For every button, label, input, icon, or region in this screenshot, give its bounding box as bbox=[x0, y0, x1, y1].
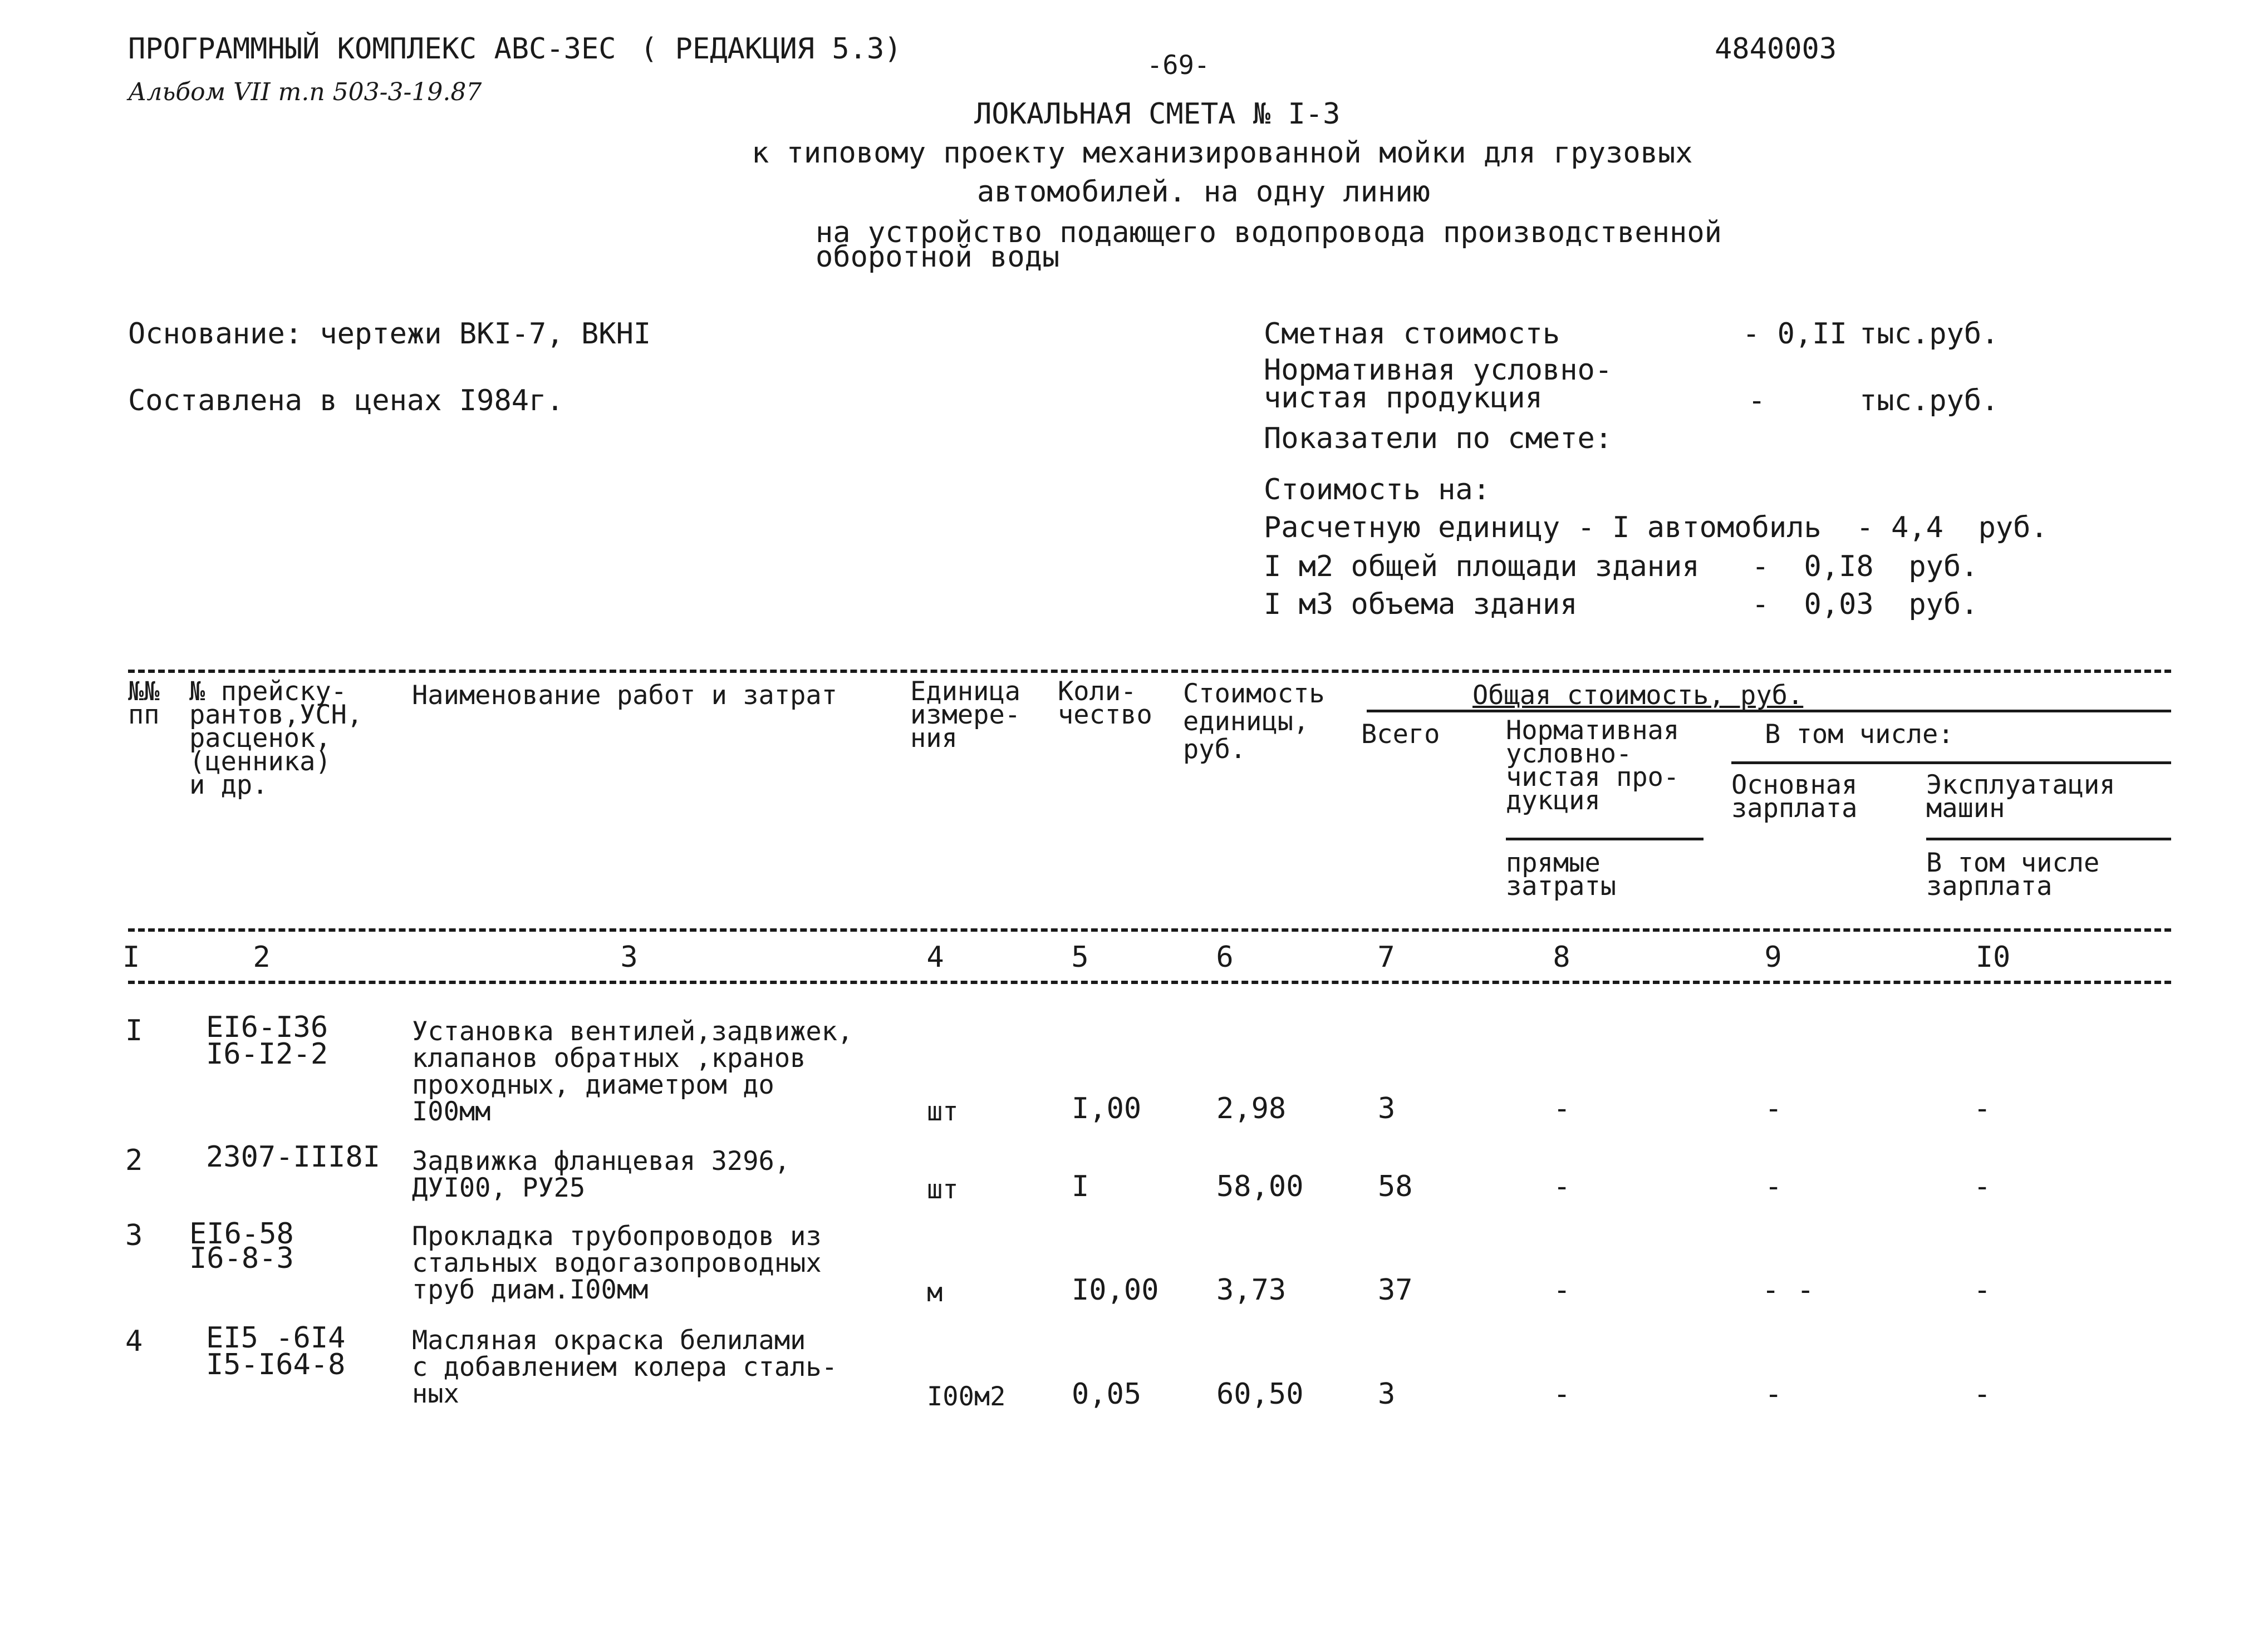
column-number: I0 bbox=[1975, 941, 2011, 974]
row-work-name: Установка вентилей,задвижек, клапанов обратных ,кранов проходных, диаметром до I00мм bbox=[412, 1016, 853, 1127]
column-number: 2 bbox=[253, 941, 271, 974]
row-machine-operation: - bbox=[1974, 1378, 1991, 1411]
basis-prices: Составлена в ценах I984г. bbox=[128, 384, 564, 417]
row-unit-price: 2,98 bbox=[1216, 1092, 1287, 1125]
col-header-base-salary: Основная зарплата bbox=[1731, 770, 1858, 824]
row-quantity: 0,05 bbox=[1072, 1378, 1142, 1411]
row-machine-operation: - bbox=[1974, 1170, 1991, 1203]
normative-product-label: Нормативная условно- чистая продукция bbox=[1264, 353, 1613, 415]
row-quantity: I,00 bbox=[1072, 1092, 1142, 1125]
row-unit: шт bbox=[927, 1096, 959, 1127]
row-code: EI6-58 I6-8-3 bbox=[189, 1217, 294, 1275]
estimated-cost-unit: тыс.руб. bbox=[1859, 317, 1999, 351]
title-line-4: на устройство подающего водопровода производственной bbox=[816, 216, 1722, 249]
cost-per-label: Стоимость на: bbox=[1264, 473, 1490, 506]
row-normative: - bbox=[1553, 1092, 1571, 1125]
estimate-title: ЛОКАЛЬНАЯ СМЕТА № I-3 bbox=[974, 97, 1341, 131]
col-header-direct-costs: прямые затраты bbox=[1506, 848, 1617, 902]
row-quantity: I0,00 bbox=[1072, 1273, 1159, 1307]
column-number: 6 bbox=[1216, 941, 1234, 974]
cost-per-m3: I м3 объема здания - 0,03 руб. bbox=[1264, 588, 1979, 621]
edition: ( РЕДАКЦИЯ 5.3) bbox=[640, 32, 902, 66]
row-normative: - bbox=[1553, 1273, 1571, 1307]
column-number: 5 bbox=[1071, 941, 1089, 974]
row-number: 2 bbox=[125, 1144, 143, 1177]
cost-per-vehicle: Расчетную единицу - I автомобиль - 4,4 руб. bbox=[1264, 511, 2048, 544]
row-base-salary: - bbox=[1765, 1170, 1783, 1203]
row-code: EI6-I36 I6-I2-2 bbox=[206, 1011, 328, 1071]
row-unit: I00м2 bbox=[927, 1381, 1006, 1412]
row-number: I bbox=[125, 1014, 143, 1047]
document-id: 4840003 bbox=[1715, 32, 1837, 66]
row-code: 2307-III8I bbox=[206, 1140, 381, 1174]
row-total: 3 bbox=[1378, 1092, 1396, 1125]
title-line-2: к типовому проекту механизированной мойки для грузовых bbox=[752, 136, 1693, 170]
row-number: 4 bbox=[125, 1325, 143, 1358]
col-header-work-name: Наименование работ и затрат bbox=[412, 680, 838, 711]
title-line-3: автомобилей. на одну линию bbox=[977, 175, 1430, 209]
row-unit: шт bbox=[927, 1174, 959, 1205]
col-header-pricelist: № прейску- рантов,УСН, расценок, (ценника) и др. bbox=[189, 676, 363, 800]
column-number: 7 bbox=[1377, 941, 1395, 974]
estimated-cost-label: Сметная стоимость bbox=[1264, 317, 1560, 351]
col-header-unit-cost: Стоимость единицы, руб. bbox=[1183, 678, 1325, 765]
column-number: 3 bbox=[620, 941, 638, 974]
column-number: I bbox=[122, 941, 140, 974]
cost-per-m2: I м2 общей площади здания - 0,I8 руб. bbox=[1264, 550, 1979, 583]
row-quantity: I bbox=[1072, 1170, 1089, 1203]
row-unit-price: 3,73 bbox=[1216, 1273, 1287, 1307]
title-line-5: оборотной воды bbox=[816, 240, 1060, 274]
program-name: ПРОГРАММНЫЙ КОМПЛЕКС АВС-ЗЕС bbox=[128, 32, 616, 66]
col-header-number: №№ пп bbox=[128, 676, 160, 730]
col-header-quantity: Коли- чество bbox=[1058, 676, 1152, 730]
col8-sub-rule bbox=[1506, 838, 1704, 840]
column-number: 8 bbox=[1553, 941, 1570, 974]
col-header-normative: Нормативная условно- чистая про- дукция bbox=[1506, 715, 1680, 816]
row-number: 3 bbox=[125, 1219, 143, 1252]
row-normative: - bbox=[1553, 1170, 1571, 1203]
header-bottom-rule bbox=[128, 928, 2171, 932]
col-header-incl-salary: В том числе зарплата bbox=[1926, 848, 2100, 902]
indicators-label: Показатели по смете: bbox=[1264, 422, 1613, 455]
row-unit-price: 58,00 bbox=[1216, 1170, 1304, 1203]
table-top-rule bbox=[128, 670, 2171, 673]
row-unit-price: 60,50 bbox=[1216, 1378, 1304, 1411]
row-work-name: Масляная окраска белилами с добавлением колера сталь- ных bbox=[412, 1325, 838, 1409]
row-base-salary: - - bbox=[1762, 1273, 1814, 1307]
page-number: -69- bbox=[1147, 50, 1210, 81]
row-unit: м bbox=[927, 1277, 943, 1308]
row-normative: - bbox=[1553, 1378, 1571, 1411]
row-total: 58 bbox=[1378, 1170, 1413, 1203]
column-number: 4 bbox=[926, 941, 944, 974]
col-header-total-group: Общая стоимость, руб. bbox=[1472, 680, 1804, 711]
row-base-salary: - bbox=[1765, 1092, 1783, 1125]
row-work-name: Прокладка трубопроводов из стальных водогазопроводных труб диам.I00мм bbox=[412, 1221, 822, 1305]
row-base-salary: - bbox=[1765, 1378, 1783, 1411]
estimated-cost-value: - 0,II bbox=[1742, 317, 1847, 351]
row-total: 3 bbox=[1378, 1378, 1396, 1411]
col10-sub-rule bbox=[1926, 838, 2171, 840]
row-total: 37 bbox=[1378, 1273, 1413, 1307]
column-numbers-rule bbox=[128, 981, 2171, 984]
column-number: 9 bbox=[1764, 941, 1782, 974]
including-group-rule bbox=[1731, 761, 2171, 764]
col-header-including: В том числе: bbox=[1765, 719, 1954, 750]
basis-drawings: Основание: чертежи ВКI-7, ВКНI bbox=[128, 317, 651, 351]
row-machine-operation: - bbox=[1974, 1092, 1991, 1125]
album-handwritten-note: Альбом VII т.п 503-3-19.87 bbox=[128, 78, 482, 106]
row-machine-operation: - bbox=[1974, 1273, 1991, 1307]
normative-product-value: - bbox=[1748, 384, 1766, 417]
row-code: EI5 -6I4 I5-I64-8 bbox=[206, 1321, 346, 1381]
col-header-unit: Единица измере- ния bbox=[910, 676, 1021, 754]
normative-product-unit: тыс.руб. bbox=[1859, 384, 1999, 417]
row-work-name: Задвижка фланцевая 3296, ДУI00, РУ25 bbox=[412, 1146, 791, 1203]
col-header-machine-operation: Эксплуатация машин bbox=[1926, 770, 2115, 824]
col-header-total: Всего bbox=[1361, 719, 1440, 750]
